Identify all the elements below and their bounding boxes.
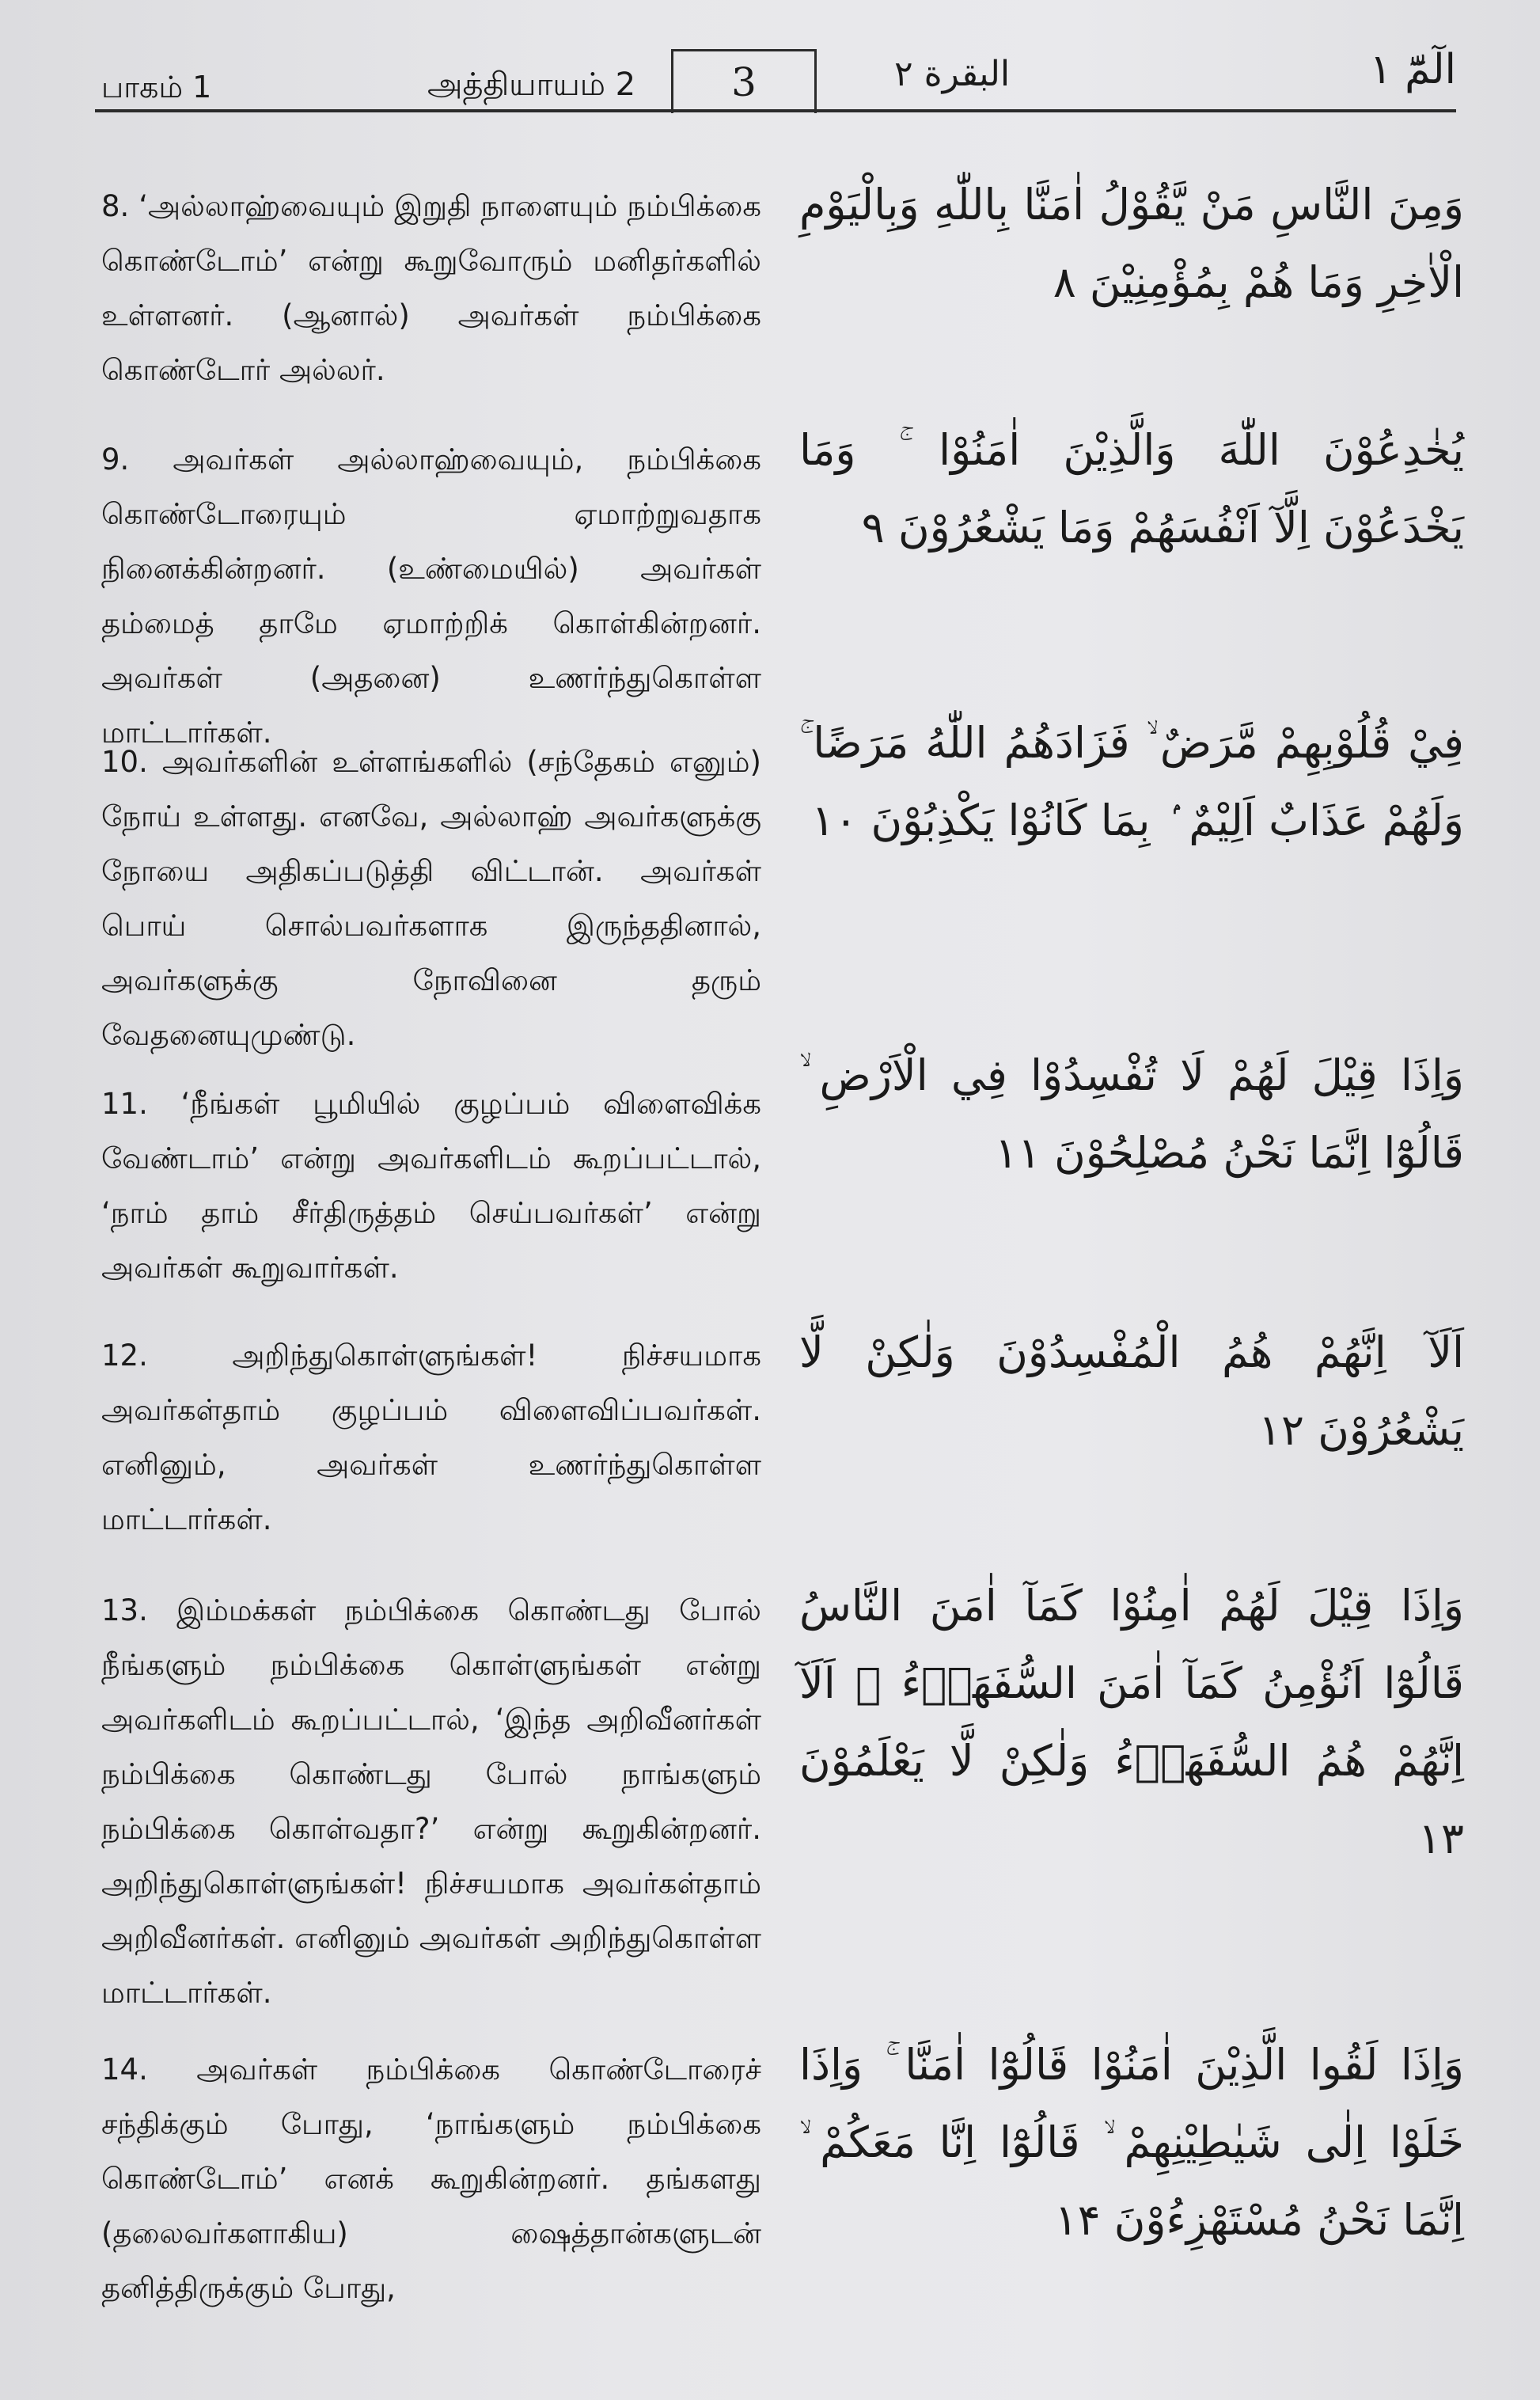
part-label: பாகம் 1 <box>101 70 212 104</box>
tamil-verse-8: 8. ‘அல்லாஹ்வையும் இறுதி நாளையும் நம்பிக்கை கொண்டோம்’ என்று கூறுவோரும் மனிதர்களில் உள்ளனர். (ஆனால்) அவர்கள் நம்பிக்கை கொண்டோர் அல்லர். <box>101 189 761 387</box>
tamil-verse-12: 12. அறிந்துகொள்ளுங்கள்! நிச்சயமாக அவர்கள்தாம் குழப்பம் விளைவிப்பவர்கள். எனினும், அவர்கள் உணர்ந்துகொள்ள மாட்டார்கள். <box>101 1339 761 1536</box>
arabic-verse-13: وَاِذَا قِيْلَ لَهُمْ اٰمِنُوْا كَمَآ اٰمَنَ النَّاسُ قَالُوْٓا اَنُؤْمِنُ كَمَآ اٰمَنَ السُّفَهَاۤءُ ۗ اَلَآ اِنَّهُمْ هُمُ السُّفَهَاۤءُ وَلٰكِنْ لَّا يَعْلَمُوْنَ ۱۳ <box>799 1581 1464 1863</box>
arabic-verse-9: يُخٰدِعُوْنَ اللّٰهَ وَالَّذِيْنَ اٰمَنُوْا ۚ وَمَا يَخْدَعُوْنَ اِلَّآ اَنْفُسَهُمْ وَمَا يَشْعُرُوْنَ ۹ <box>799 425 1464 553</box>
arabic-verse-12: اَلَآ اِنَّهُمْ هُمُ الْمُفْسِدُوْنَ وَلٰكِنْ لَّا يَشْعُرُوْنَ ۱۲ <box>799 1327 1464 1455</box>
page-header <box>95 40 1456 112</box>
page-number: 3 <box>671 49 817 113</box>
tamil-verse-9: 9. அவர்கள் அல்லாஹ்வையும், நம்பிக்கை கொண்டோரையும் ஏமாற்றுவதாக நினைக்கின்றனர். (உண்மையில்) அவர்கள் தம்மைத் தாமே ஏமாற்றிக் கொள்கின்றனர். அவர்கள் (அதனை) உணர்ந்துகொள்ள மாட்டார்கள். <box>101 442 761 750</box>
arabic-verse-10: فِيْ قُلُوْبِهِمْ مَّرَضٌ ۙ فَزَادَهُمُ اللّٰهُ مَرَضًا ۚ وَلَهُمْ عَذَابٌ اَلِيْمٌ ۢ بِمَا كَانُوْا يَكْذِبُوْنَ ۱۰ <box>799 718 1464 845</box>
tamil-verse-13: 13. இம்மக்கள் நம்பிக்கை கொண்டது போல் நீங்களும் நம்பிக்கை கொள்ளுங்கள் என்று அவர்களிடம் கூறப்பட்டால், ‘இந்த அறிவீனர்கள் நம்பிக்கை கொண்டது போல் நாங்களும் நம்பிக்கை கொள்வதா?’ என்று கூறுகின்றனர். அறிந்துகொள்ளுங்கள்! நிச்சயமாக அவர்கள்தாம் அறிவீனர்கள். எனினும் அவர்கள் அறிந்துகொள்ள மாட்டார்கள். <box>101 1593 761 2010</box>
juz-label: الٓمّٓ ١ <box>1369 46 1456 93</box>
arabic-verse-8: وَمِنَ النَّاسِ مَنْ يَّقُوْلُ اٰمَنَّا بِاللّٰهِ وَبِالْيَوْمِ الْاٰخِرِ وَمَا هُمْ بِمُؤْمِنِيْنَ ۸ <box>799 180 1464 307</box>
tamil-verse-14: 14. அவர்கள் நம்பிக்கை கொண்டோரைச் சந்திக்கும் போது, ‘நாங்களும் நம்பிக்கை கொண்டோம்’ எனக் கூறுகின்றனர். தங்களது (தலைவர்களாகிய) ஷைத்தான்களுடன் தனித்திருக்கும் போது, <box>101 2053 761 2305</box>
arabic-verse-14: وَاِذَا لَقُوا الَّذِيْنَ اٰمَنُوْا قَالُوْٓا اٰمَنَّا ۚ وَاِذَا خَلَوْا اِلٰى شَيٰطِيْنِهِمْ ۙ قَالُوْٓا اِنَّا مَعَكُمْ ۙ اِنَّمَا نَحْنُ مُسْتَهْزِءُوْنَ ۱۴ <box>799 2040 1464 2245</box>
tamil-verse-11: 11. ‘நீங்கள் பூமியில் குழப்பம் விளைவிக்க வேண்டாம்’ என்று அவர்களிடம் கூறப்பட்டால், ‘நாம் தாம் சீர்திருத்தம் செய்பவர்கள்’ என்று அவர்கள் கூறுவார்கள். <box>101 1087 761 1285</box>
surah-name: البقرة ٢ <box>894 54 1011 94</box>
chapter-label: அத்தியாயம் 2 <box>427 66 636 103</box>
header-rule <box>95 109 1456 112</box>
arabic-verse-11: وَاِذَا قِيْلَ لَهُمْ لَا تُفْسِدُوْا فِي الْاَرْضِ ۙ قَالُوْٓا اِنَّمَا نَحْنُ مُصْلِحُوْنَ ۱۱ <box>799 1050 1464 1178</box>
tamil-verse-10: 10. அவர்களின் உள்ளங்களில் (சந்தேகம் எனும்) நோய் உள்ளது. எனவே, அல்லாஹ் அவர்களுக்கு நோயை அதிகப்படுத்தி விட்டான். அவர்கள் பொய் சொல்பவர்களாக இருந்ததினால், அவர்களுக்கு நோவினை தரும் வேதனையுமுண்டு. <box>101 745 761 1052</box>
